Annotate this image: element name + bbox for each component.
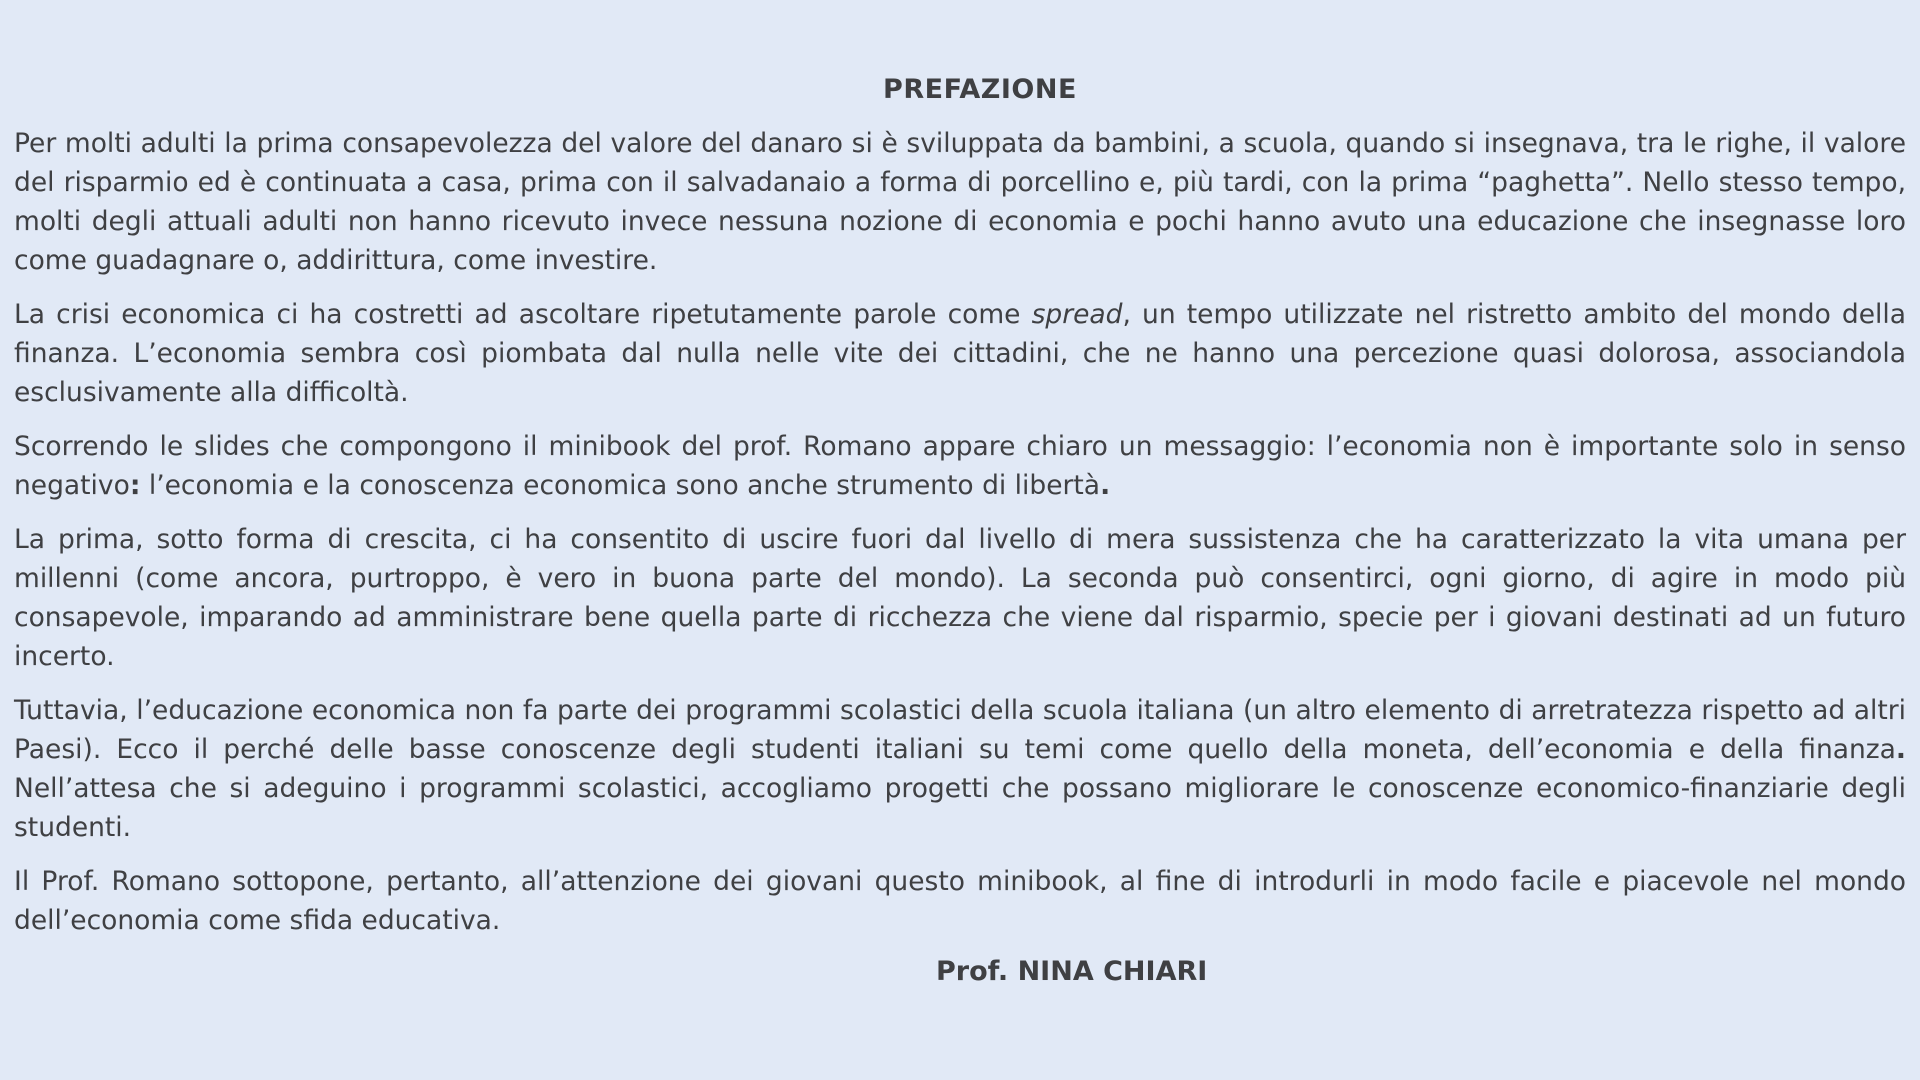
bold-punctuation: . [1895,734,1906,765]
paragraph-text: Per molti adulti la prima consapevolezza del valore del danaro si è sviluppata da bambini, a scuola, quando si insegnava, tra le righe, il valore del risparmio ed è continuata a casa, prima con il salvadanaio a forma di porcellino e, più tardi, con la prima “paghetta”. Nello stesso tempo, molti degli attuali adulti non hanno ricevuto invece nessuna nozione di economia e pochi hanno avuto una educazione che insegnasse loro come guadagnare o, addirittura, come investire. [14,128,1906,276]
document-body [14,124,1906,940]
paragraph-text: La crisi economica ci ha costretti ad ascoltare ripetutamente parole come [14,299,1032,330]
bold-punctuation: : [129,470,141,501]
paragraph-text: Il Prof. Romano sottopone, pertanto, all’attenzione dei giovani questo minibook, al fine di introdurli in modo facile e piacevole nel mondo dell’economia come sfida educativa. [14,866,1906,936]
paragraph-5 [14,691,1906,847]
paragraph-3 [14,427,1906,505]
signature: Prof. NINA CHIARI [936,956,1208,987]
paragraph-6 [14,862,1906,940]
bold-punctuation: . [1100,470,1111,501]
italic-term: spread [1031,299,1123,330]
paragraph-text: l’economia e la conoscenza economica sono anche strumento di libertà [140,470,1101,501]
paragraph-4 [14,520,1906,676]
paragraph-2 [14,295,1906,412]
document-title: PREFAZIONE [883,74,1077,105]
paragraph-text: , un tempo utilizzate nel ristretto ambito del mondo della finanza. L’economia sembra così piombata dal nulla nelle vite dei cittadini, che ne hanno una percezione quasi dolorosa, associandola esclusivamente alla difficoltà. [14,299,1906,408]
paragraph-text: Tuttavia, l’educazione economica non fa parte dei programmi scolastici della scuola italiana (un altro elemento di arretratezza rispetto ad altri Paesi). Ecco il perché delle basse conoscenze degli studenti italiani su temi come quello della moneta, dell’economia e della finanza [14,695,1906,765]
paragraph-text: La prima, sotto forma di crescita, ci ha consentito di uscire fuori dal livello di mera sussistenza che ha caratterizzato la vita umana per millenni (come ancora, purtroppo, è vero in buona parte del mondo). La seconda può consentirci, ogni giorno, di agire in modo più consapevole, imparando ad amministrare bene quella parte di ricchezza che viene dal risparmio, specie per i giovani destinati ad un futuro incerto. [14,524,1906,672]
paragraph-text: Nell’attesa che si adeguino i programmi scolastici, accogliamo progetti che possano migliorare le conoscenze economico-finanziarie degli studenti. [14,773,1906,843]
paragraph-1 [14,124,1906,280]
paragraph-text: Scorrendo le slides che compongono il minibook del prof. Romano appare chiaro un messaggio: l’economia non è importante solo in senso negativo [14,431,1906,501]
document-page [14,70,1906,992]
